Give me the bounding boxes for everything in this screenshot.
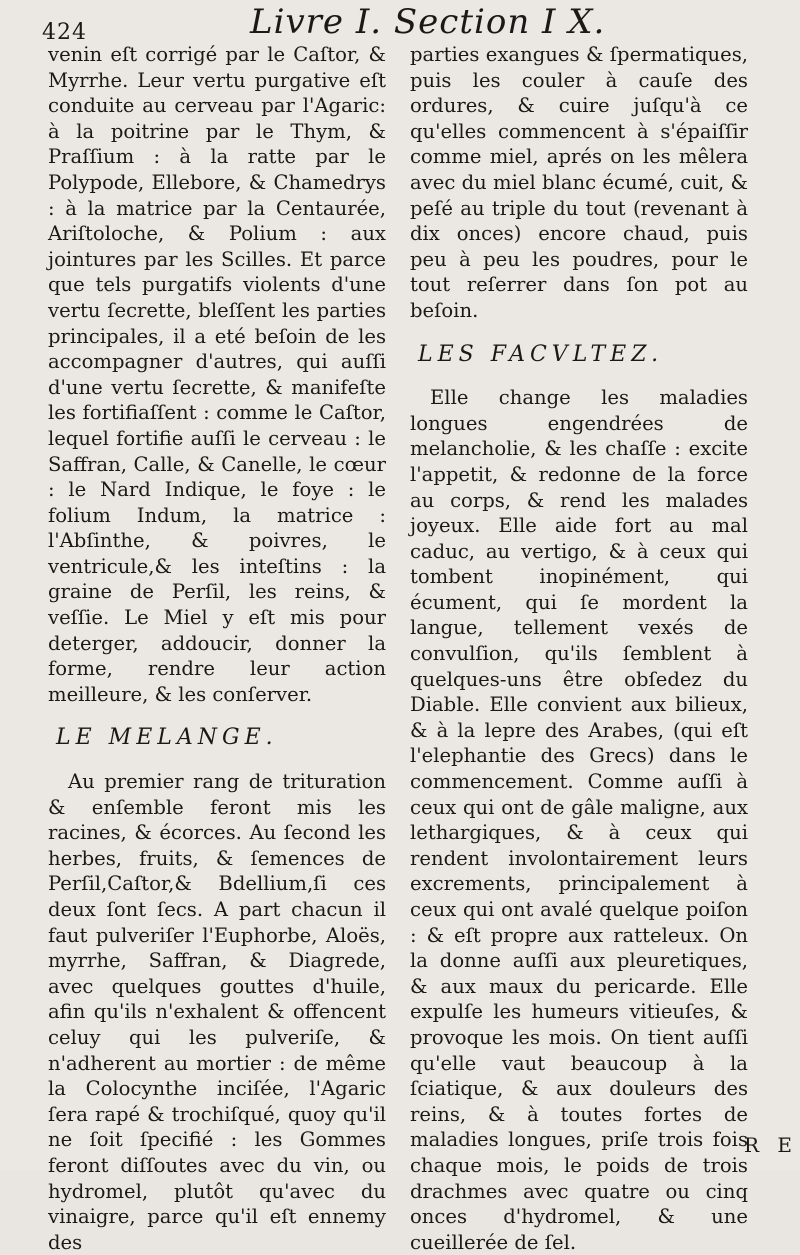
catchword: R E [744, 1133, 799, 1157]
right-column [410, 42, 748, 1255]
section-title-melange: LE MELANGE. [56, 725, 278, 751]
right-paragraph-1: parties exangues & ſpermatiques, puis les couler à cauſe des ordures, & cuire juſqu'à ce qu'elles commencent à s'épaiſſir comme miel, aprés on les mêlera avec du miel blanc écumé, cuit, & peſé au triple du tout (revenant à dix onces) encore chaud, puis peu à peu les poudres, pour le tout reſerrer dans ſon pot au beſoin. [410, 43, 748, 322]
section-title-facultez: LES FACVLTEZ. [418, 341, 664, 367]
page-number: 424 [42, 20, 87, 45]
left-paragraph-1: venin eſt corrigé par le Caſtor, & Myrrhe. Leur vertu purgative eſt conduite au cerveau par l'Agaric: à la poitrine par le Thym, & Praſſium : à la ratte par le Polypode, Ellebore, & Chamedrys : à la matrice par la Centaurée, Ariſtoloche, & Polium : aux jointures par les Scilles. Et parce que tels purgatifs violents d'une vertu ſecrette, bleſſent les parties principales, il a eté beſoin de les accompagner d'autres, qui auſſi d'une vertu ſecrette, & manifeſte les fortifiaſſent : comme le Caſtor, lequel fortifie auſſi le cerveau : le Saffran, Calle, & Canelle, le cœur : le Nard Indique, le foye : le folium Indum, la matrice : l'Abſinthe, & poivres, le ventricule,& les inteſtins : la graine de Perſil, les reins, & veſſie. Le Miel y eſt mis pour deterger, addoucir, donner la forme, rendre leur action meilleure, & les conſerver. [48, 43, 386, 706]
left-column [48, 42, 386, 1255]
running-title: Livre I. Section I X. [250, 2, 606, 42]
right-paragraph-2: Elle change les maladies longues engendrées de melancholie, & les chaſſe : excite l'appetit, & redonne de la force au corps, & rend les malades joyeux. Elle aide fort au mal caduc, au vertigo, & à ceux qui tombent inopinément, qui écument, qui ſe mordent la langue, tellement vexés de convulſion, qu'ils ſemblent à quelques-uns être obſedez du Diable. Elle convient aux bilieux, & à la lepre des Arabes, (qui eſt l'elephantie des Grecs) dans le commencement. Comme auſſi à ceux qui ont de gâle maligne, aux lethargiques, & à ceux qui rendent involontairement leurs excrements, principalement à ceux qui ont avalé quelque poiſon : & eſt propre aux ratteleux. On la donne auſſi aux pleuretiques, & aux maux du pericarde. Elle expulſe les humeurs vitieuſes, & provoque les mois. On tient auſſi qu'elle vaut beaucoup à la ſciatique, & aux douleurs des reins, & à toutes fortes de maladies longues, priſe trois fois chaque mois, le poids de trois drachmes avec quatre ou cinq onces d'hydromel, & une cueillerée de ſel. [410, 386, 748, 1254]
left-paragraph-2: Au premier rang de trituration & enſemble feront mis les racines, & écorces. Au ſecond les herbes, fruits, & ſemences de Perſil,Caſtor,& Bdellium,ſi ces deux ſont ſecs. A part chacun il faut pulveriſer l'Euphorbe, Aloës, myrrhe, Saffran, & Diagrede, avec quelques gouttes d'huile, afin qu'ils n'exhalent & offencent celuy qui les pulveriſe, & n'adherent au mortier : de même la Colocynthe inciſée, l'Agaric ſera rapé & trochiſqué, quoy qu'il ne ſoit ſpecifié : les Gommes feront diſſoutes avec du vin, ou hydromel, plutôt qu'avec du vinaigre, parce qu'il eſt ennemy des [48, 770, 386, 1254]
page-header [0, 0, 800, 46]
